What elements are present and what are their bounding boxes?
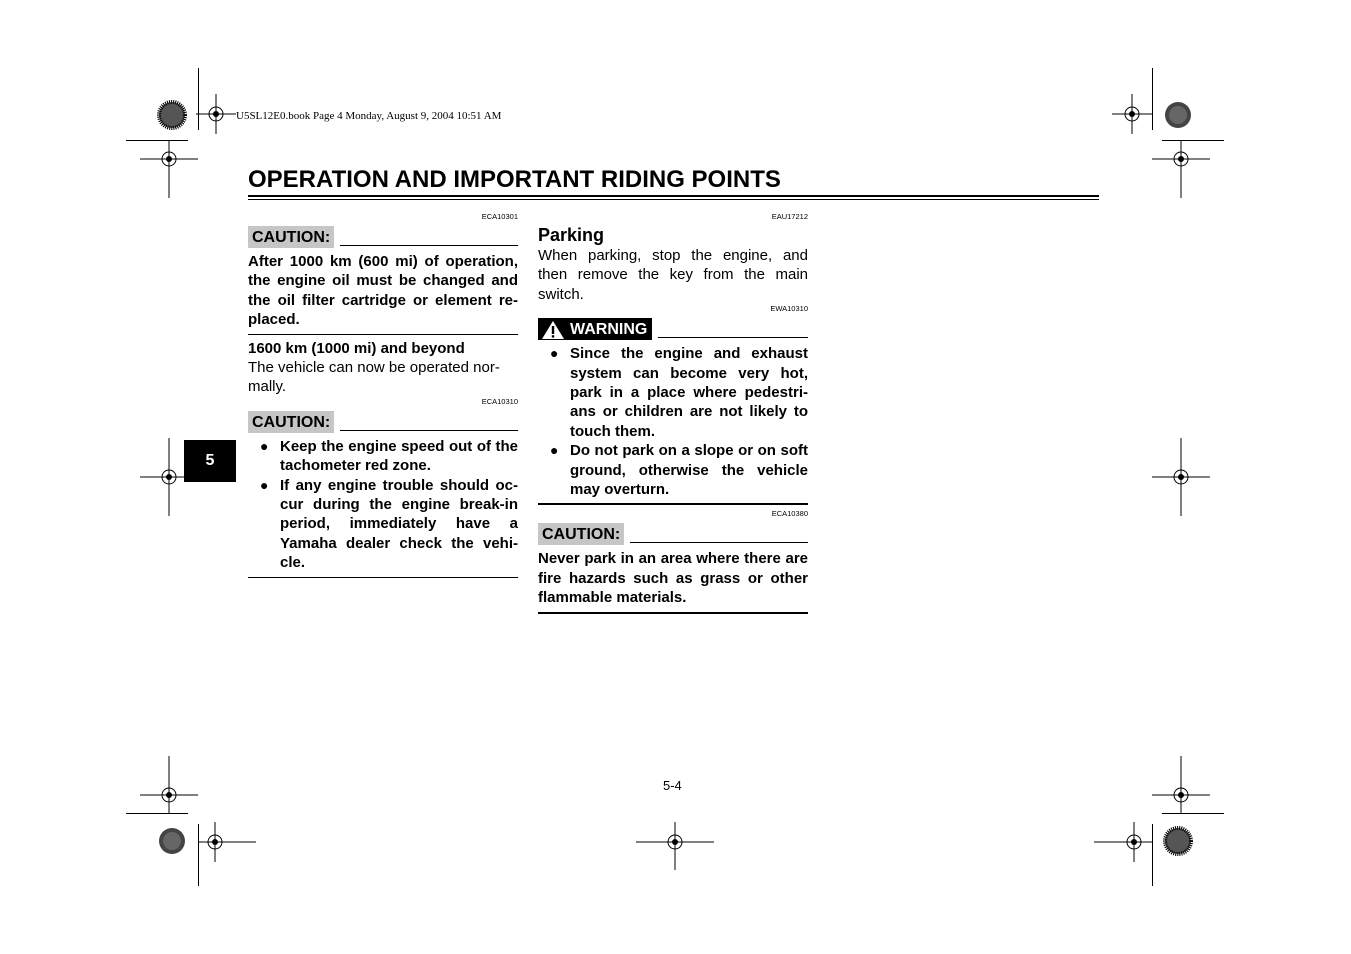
caution-code: ECA10301: [481, 212, 518, 221]
title-rule: [248, 195, 1099, 197]
crosshair-icon: [140, 140, 198, 198]
caution-header: [248, 409, 518, 433]
section-text: The vehicle can now be operated nor-mally.: [248, 359, 500, 396]
caution-label: CAUTION:: [538, 523, 624, 545]
list-item: ● If any engine trouble should oc-cur during the engine break-in period, immediately have a Yamaha dealer check the vehi-cle.: [260, 476, 518, 572]
bullet-icon: ●: [550, 345, 559, 362]
crosshair-icon: [636, 822, 714, 870]
list-item: ● Since the engine and exhaust system can become very hot, park in a place where pedestri-ans or children are not likely to touch them.: [550, 345, 808, 440]
warning-triangle-icon: [542, 321, 564, 339]
caution-header: [248, 224, 518, 248]
crosshair-icon: [1152, 140, 1210, 198]
crosshair-icon: [198, 822, 256, 862]
crosshair-icon: [1094, 822, 1152, 862]
bullet-icon: ●: [550, 442, 559, 459]
registration-disk-icon: [157, 826, 187, 856]
warning-header: [538, 316, 808, 340]
caution-label: CAUTION:: [248, 226, 334, 248]
book-info: U5SL12E0.book Page 4 Monday, August 9, 2004 10:51 AM: [236, 110, 502, 122]
caution-code: ECA10310: [481, 396, 518, 406]
crop-line: [1152, 824, 1153, 886]
page-title: OPERATION AND IMPORTANT RIDING POINTS: [248, 166, 781, 193]
bullet-icon: ●: [260, 437, 269, 454]
caution-header: [538, 521, 808, 545]
bullet-icon: ●: [260, 476, 269, 493]
crosshair-icon: [1152, 438, 1210, 516]
section-code: EAU17212: [771, 212, 808, 221]
caution-label: CAUTION:: [248, 411, 334, 433]
right-column: [538, 212, 808, 614]
registration-disk-icon: [1163, 100, 1193, 130]
registration-disk-icon: [157, 100, 187, 130]
warning-list: [538, 344, 808, 505]
caution-list: [248, 437, 518, 578]
crop-line: [1152, 68, 1153, 130]
crosshair-icon: [196, 94, 236, 134]
list-item: ● Do not park on a slope or on soft ground, otherwise the vehicle may overturn.: [550, 442, 808, 499]
section-heading: Parking: [538, 225, 605, 245]
warning-code: EWA10310: [770, 304, 808, 314]
crosshair-icon: [1112, 94, 1152, 134]
crosshair-icon: [140, 756, 198, 814]
chapter-tab: 5: [184, 440, 236, 482]
caution-text: Never park in an area where there are fire hazards such as grass or other flammable materials.: [538, 549, 808, 613]
crosshair-icon: [1152, 756, 1210, 814]
registration-disk-icon: [1163, 826, 1193, 856]
section-heading: 1600 km (1000 mi) and beyond: [248, 339, 465, 357]
section-text: When parking, stop the engine, and then remove the key from the main switch.: [538, 247, 808, 303]
warning-label-box: [538, 318, 652, 340]
warning-label: WARNING: [570, 321, 648, 339]
caution-text: After 1000 km (600 mi) of operation, the engine oil must be changed and the oil filter cartridge or element re-placed.: [248, 252, 518, 335]
page-number: 5-4: [663, 778, 682, 793]
caution-code: ECA10380: [771, 509, 808, 519]
list-item: ● Keep the engine speed out of the tachometer red zone.: [260, 437, 518, 475]
left-column: [248, 212, 518, 578]
title-rule: [248, 199, 1099, 200]
